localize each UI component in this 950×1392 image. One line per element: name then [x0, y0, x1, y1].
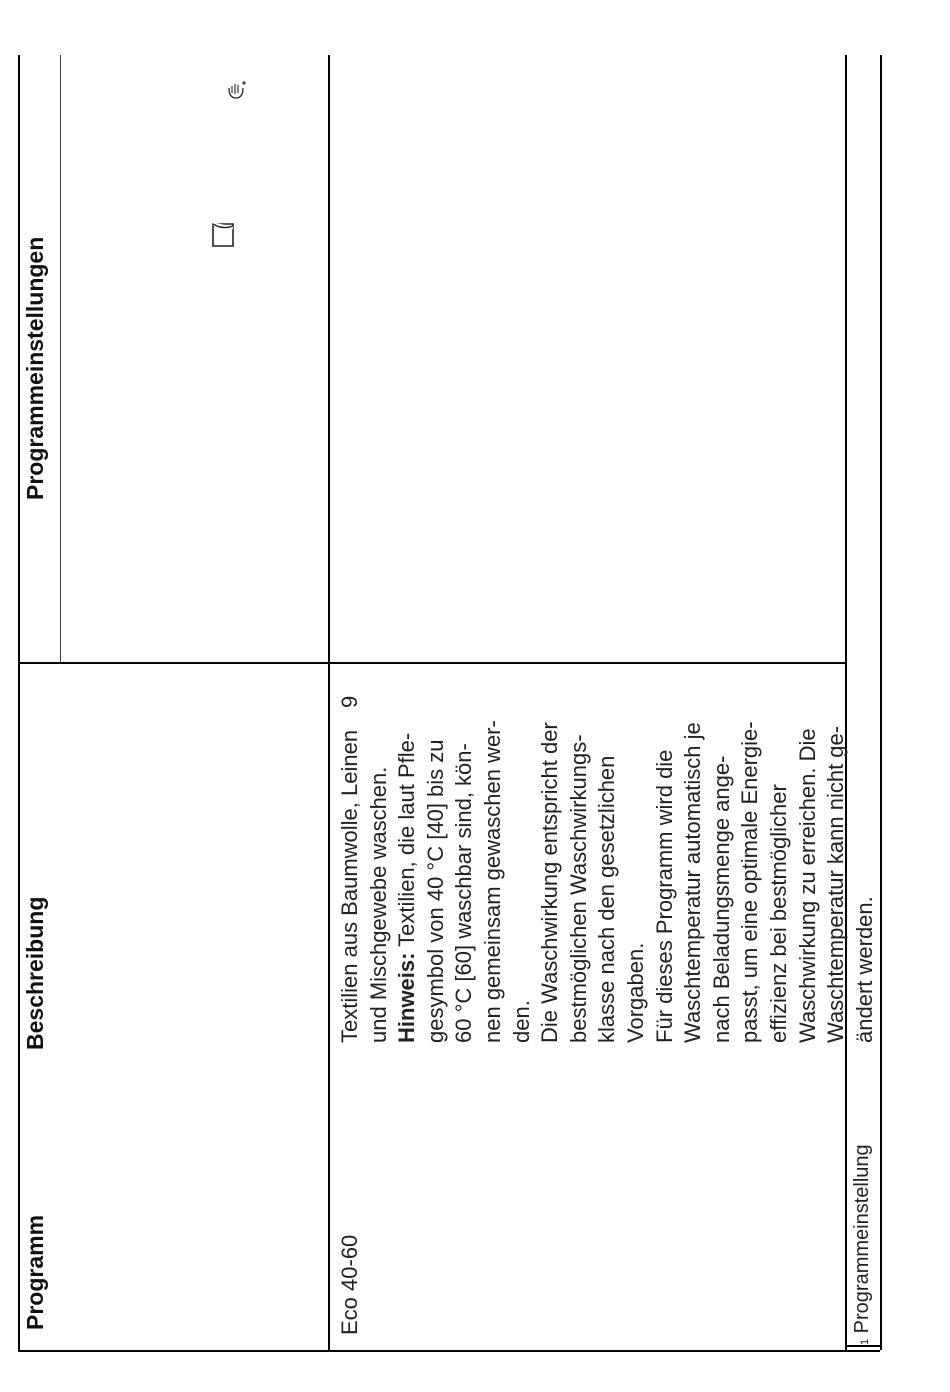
header-programm: Programm: [22, 1214, 48, 1330]
description-line: Vorgaben.: [622, 942, 648, 1043]
footnote: [851, 1144, 874, 1345]
description-line: bestmöglichen Waschwirkungs-: [565, 734, 591, 1043]
description-line: 60 °C [60] waschbar sind, kön-: [451, 743, 477, 1043]
table-bottom-border: [845, 55, 847, 1350]
description-line: Für dieses Programm wird die: [651, 749, 677, 1043]
description-line: Hinweis: Textilien, die laut Pfle-: [394, 732, 420, 1043]
header-programmeinstellungen: Programmeinstellungen: [22, 236, 48, 500]
description-line: passt, um eine optimale Energie-: [737, 721, 763, 1043]
description-line: Waschtemperatur automatisch je: [680, 722, 706, 1043]
description-line: den.: [508, 1000, 534, 1043]
program-value: 9: [337, 695, 362, 708]
header-beschreibung: Beschreibung: [22, 896, 48, 1050]
detergent-tray-icon: [210, 222, 236, 248]
column-separator-1: [18, 662, 846, 664]
description-block: [336, 720, 879, 1043]
header-subline: [60, 55, 61, 662]
description-line: klasse nach den gesetzlichen: [594, 755, 620, 1043]
extra-rinse-icon: [226, 80, 248, 102]
footnote-right-edge: [845, 1345, 882, 1347]
footnote-rule: [880, 55, 882, 1350]
header-row-separator: [18, 55, 20, 1350]
description-line: gesymbol von 40 °C [40] bis zu: [422, 739, 448, 1043]
footnote-text: Programmeinstellung: [851, 1144, 873, 1334]
program-name: Eco 40-60: [337, 1234, 362, 1335]
description-line: ändert werden.: [851, 896, 877, 1043]
description-line: Waschtemperatur kann nicht ge-: [823, 725, 849, 1043]
body-row-bottom-border: [328, 55, 330, 1350]
description-line: effizienz bei bestmöglicher: [765, 784, 791, 1043]
description-line: Textilien aus Baumwolle, Leinen: [337, 729, 362, 1043]
description-line: nach Beladungsmenge ange-: [708, 755, 734, 1043]
description-line: und Mischgewebe waschen.: [365, 766, 391, 1043]
description-line: Waschwirkung zu erreichen. Die: [794, 728, 820, 1043]
description-line: Die Waschwirkung entspricht der: [537, 722, 563, 1043]
table-top-border: [18, 1350, 880, 1352]
footnote-marker: 1: [859, 1338, 871, 1345]
description-line: nen gemeinsam gewaschen wer-: [479, 720, 505, 1043]
